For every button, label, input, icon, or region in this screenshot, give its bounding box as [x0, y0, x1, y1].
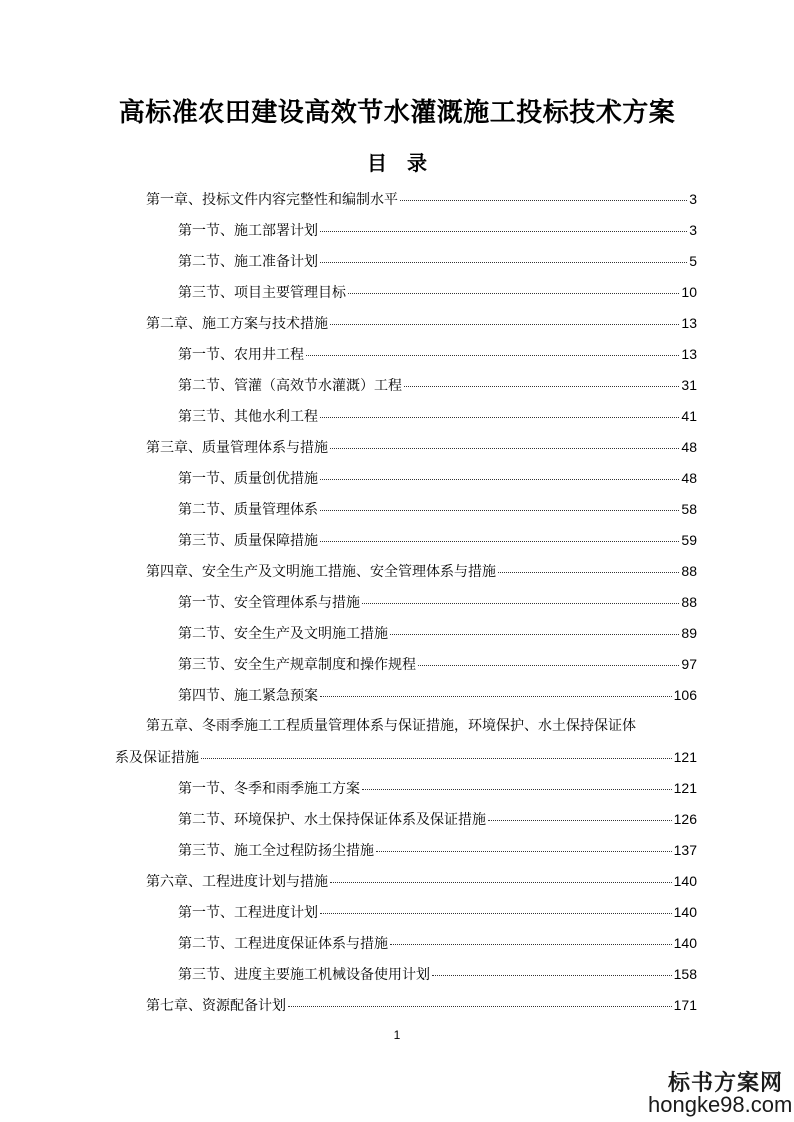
toc-entry[interactable] — [178, 345, 697, 364]
toc-entry[interactable] — [146, 872, 697, 891]
toc-entry-page: 31 — [681, 377, 697, 393]
leader-dots — [330, 447, 679, 449]
toc-entry[interactable] — [178, 531, 697, 550]
leader-dots — [390, 633, 679, 635]
toc-entry-wrapped-line[interactable] — [146, 717, 706, 735]
toc-entry[interactable] — [178, 221, 697, 240]
leader-dots — [320, 230, 687, 232]
toc-entry-page: 140 — [673, 904, 697, 920]
toc-entry[interactable] — [178, 376, 697, 395]
toc-entry-label: 第三节、施工全过程防扬尘措施 — [178, 843, 374, 859]
watermark-logo: 标书方案网 — [668, 1070, 784, 1096]
toc-entry-label: 第三节、其他水利工程 — [178, 409, 318, 425]
toc-entry[interactable] — [146, 996, 697, 1015]
toc-entry-label: 第二节、工程进度保证体系与措施 — [178, 936, 388, 952]
page-number: 1 — [393, 1028, 401, 1042]
document-title: 高标准农田建设高效节水灌溉施工投标技术方案 — [118, 98, 676, 128]
leader-dots — [376, 850, 672, 852]
toc-entry-page: 3 — [689, 222, 697, 238]
toc-entry-page: 97 — [681, 656, 697, 672]
leader-dots — [362, 602, 679, 604]
toc-entry[interactable] — [178, 283, 697, 302]
leader-dots — [320, 478, 679, 480]
leader-dots — [306, 354, 679, 356]
toc-entry[interactable] — [178, 934, 697, 953]
toc-entry-label: 第三节、项目主要管理目标 — [178, 285, 346, 301]
toc-entry-continuation[interactable] — [115, 748, 697, 767]
toc-entry-page: 48 — [681, 470, 697, 486]
toc-entry-page: 3 — [689, 191, 697, 207]
leader-dots — [201, 757, 672, 759]
toc-entry-label: 第一节、质量创优措施 — [178, 471, 318, 487]
toc-entry[interactable] — [178, 686, 697, 705]
toc-entry[interactable] — [178, 841, 697, 860]
toc-entry-page: 13 — [681, 315, 697, 331]
toc-entry-page: 88 — [681, 594, 697, 610]
toc-heading: 目 录 — [367, 151, 427, 175]
leader-dots — [320, 912, 672, 914]
watermark-url: hongke98.com — [648, 1092, 793, 1117]
toc-entry-page: 126 — [673, 811, 697, 827]
toc-entry-label: 第二节、质量管理体系 — [178, 502, 318, 518]
leader-dots — [390, 943, 672, 945]
toc-entry[interactable] — [178, 469, 697, 488]
toc-entry-page: 88 — [681, 563, 697, 579]
leader-dots — [418, 664, 679, 666]
toc-entry-label-continued: 系及保证措施 — [115, 750, 199, 766]
toc-entry-page: 137 — [673, 842, 697, 858]
leader-dots — [320, 416, 679, 418]
toc-entry-label: 第二章、施工方案与技术措施 — [146, 316, 328, 332]
toc-entry-page: 13 — [681, 346, 697, 362]
toc-entry-label: 第三节、质量保障措施 — [178, 533, 318, 549]
toc-entry[interactable] — [178, 593, 697, 612]
toc-entry-label: 第六章、工程进度计划与措施 — [146, 874, 328, 890]
toc-entry-label: 第一节、安全管理体系与措施 — [178, 595, 360, 611]
toc-entry-page: 58 — [681, 501, 697, 517]
leader-dots — [320, 540, 679, 542]
toc-entry[interactable] — [146, 562, 697, 581]
toc-entry-label: 第一节、施工部署计划 — [178, 223, 318, 239]
toc-entry-label: 第四章、安全生产及文明施工措施、安全管理体系与措施 — [146, 564, 496, 580]
toc-entry-page: 59 — [681, 532, 697, 548]
leader-dots — [404, 385, 679, 387]
toc-entry[interactable] — [178, 965, 697, 984]
toc-entry-page: 89 — [681, 625, 697, 641]
toc-entry-label: 第三章、质量管理体系与措施 — [146, 440, 328, 456]
toc-entry[interactable] — [146, 438, 697, 457]
leader-dots — [330, 881, 672, 883]
toc-entry-label: 第七章、资源配备计划 — [146, 998, 286, 1014]
toc-entry-label: 第二节、环境保护、水土保持保证体系及保证措施 — [178, 812, 486, 828]
toc-entry-page: 106 — [673, 687, 697, 703]
toc-entry-label: 第三节、安全生产规章制度和操作规程 — [178, 657, 416, 673]
toc-entry[interactable] — [146, 190, 697, 209]
toc-entry[interactable] — [178, 624, 697, 643]
toc-entry-page: 121 — [673, 780, 697, 796]
leader-dots — [320, 695, 672, 697]
toc-entry-label: 第二节、安全生产及文明施工措施 — [178, 626, 388, 642]
toc-entry-page: 10 — [681, 284, 697, 300]
toc-entry-page: 140 — [673, 873, 697, 889]
leader-dots — [432, 974, 672, 976]
toc-entry-label: 第三节、进度主要施工机械设备使用计划 — [178, 967, 430, 983]
toc-entry-label: 第二节、管灌（高效节水灌溉）工程 — [178, 378, 402, 394]
toc-entry-label: 第二节、施工准备计划 — [178, 254, 318, 270]
toc-entry-label: 第四节、施工紧急预案 — [178, 688, 318, 704]
toc-entry-page: 41 — [681, 408, 697, 424]
toc-entry[interactable] — [178, 655, 697, 674]
leader-dots — [488, 819, 672, 821]
toc-entry-label: 第一章、投标文件内容完整性和编制水平 — [146, 192, 398, 208]
leader-dots — [400, 199, 687, 201]
leader-dots — [288, 1005, 672, 1007]
toc-entry[interactable] — [178, 252, 697, 271]
toc-entry-label: 第一节、工程进度计划 — [178, 905, 318, 921]
leader-dots — [320, 509, 679, 511]
toc-entry-page: 171 — [673, 997, 697, 1013]
toc-entry-page: 121 — [673, 749, 697, 765]
toc-entry[interactable] — [178, 407, 697, 426]
leader-dots — [320, 261, 687, 263]
toc-entry[interactable] — [178, 903, 697, 922]
leader-dots — [498, 571, 679, 573]
toc-entry-label: 第一节、冬季和雨季施工方案 — [178, 781, 360, 797]
toc-entry-label: 第一节、农用井工程 — [178, 347, 304, 363]
toc-entry-page: 48 — [681, 439, 697, 455]
toc-entry[interactable] — [178, 810, 697, 829]
leader-dots — [348, 292, 679, 294]
toc-entry[interactable] — [146, 314, 697, 333]
toc-entry[interactable] — [178, 500, 697, 519]
leader-dots — [362, 788, 672, 790]
toc-entry-page: 140 — [673, 935, 697, 951]
toc-entry-page: 158 — [673, 966, 697, 982]
toc-entry-label: 第五章、冬雨季施工工程质量管理体系与保证措施，环境保护、水土保持保证体 — [146, 718, 636, 734]
leader-dots — [330, 323, 679, 325]
toc-entry[interactable] — [178, 779, 697, 798]
toc-entry-page: 5 — [689, 253, 697, 269]
